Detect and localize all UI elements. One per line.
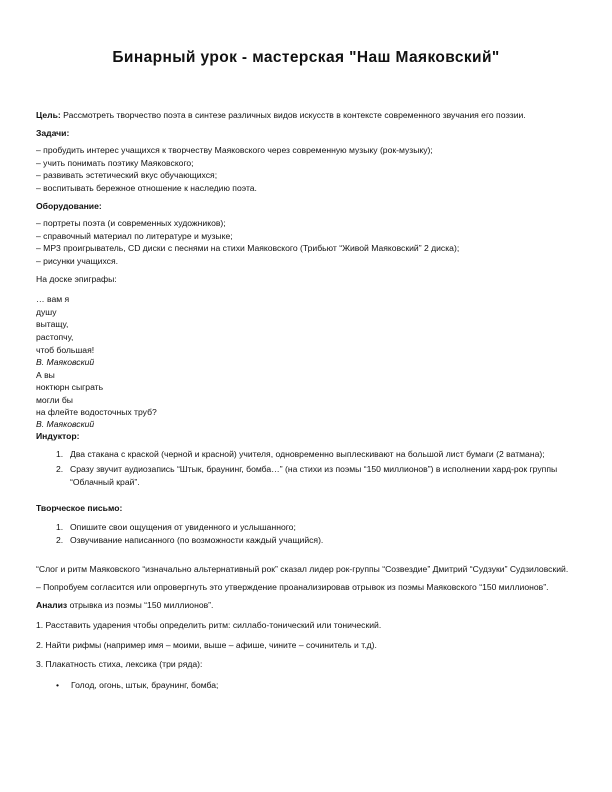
board-heading: На доске эпиграфы: bbox=[36, 273, 117, 284]
equipment-item: – справочный материал по литературе и музыке; bbox=[36, 230, 233, 241]
item-text: Озвучивание написанного (по возможности каждый учащийся). bbox=[70, 534, 324, 545]
analysis-step: 1. Расставить ударения чтобы определить ритм: силлабо-тонический или тонический. bbox=[36, 620, 382, 630]
inductor-item bbox=[36, 448, 576, 461]
analysis-step: 3. Плакатность стиха, лексика (три ряда): bbox=[36, 659, 203, 670]
item-number: 1. bbox=[56, 522, 64, 533]
item-text: Два стакана с краской (черной и красной) учителя, одновременно выплескивают на большой лист бумаги (2 ватмана); bbox=[70, 448, 545, 459]
epigraph-block bbox=[36, 293, 576, 430]
item-text: Опишите свои ощущения от увиденного и услышанного; bbox=[70, 522, 296, 533]
inductor-item bbox=[36, 463, 576, 488]
bullet-list bbox=[36, 679, 576, 692]
creative-item bbox=[36, 534, 576, 547]
task-item: – пробудить интерес учащихся к творчеству Маяковского через современную музыку (рок-музыку); bbox=[36, 145, 433, 156]
goal-label: Цель: bbox=[36, 110, 61, 120]
epigraph-line: растопчу, bbox=[36, 331, 74, 342]
page-title: Бинарный урок - мастерская "Наш Маяковский" bbox=[112, 49, 500, 66]
epigraph-line: чтоб большая! bbox=[36, 344, 95, 355]
item-text: Сразу звучит аудиозапись “Штык, браунинг, бомба…” (на стихи из поэмы “150 миллионов”) в исполнении хард-рок группы “Облачный край”. bbox=[70, 464, 558, 487]
epigraph-line: … вам я bbox=[36, 294, 70, 305]
quote-paragraph: “Слог и ритм Маяковского “изначально альтернативный рок” сказал лидер рок-группы “Созвездие” Дмитрий “Судзуки” Судзиловский. bbox=[36, 564, 569, 575]
epigraph-line: ноктюрн сыграть bbox=[36, 382, 104, 393]
epigraph-line: А вы bbox=[36, 369, 55, 380]
epigraph-line: вытащу, bbox=[36, 319, 69, 330]
inductor-heading: Индуктор: bbox=[36, 431, 80, 442]
epigraph-author: В. Маяковский bbox=[36, 357, 95, 368]
bullet-icon: • bbox=[56, 679, 60, 690]
epigraph-author: В. Маяковский bbox=[36, 419, 95, 430]
equipment-list bbox=[36, 217, 576, 267]
epigraph-line: могли бы bbox=[36, 394, 73, 405]
creative-heading: Творческое письмо: bbox=[36, 503, 123, 514]
bullet-item bbox=[36, 679, 576, 692]
creative-item bbox=[36, 521, 576, 534]
goal-text: Рассмотреть творчество поэта в синтезе различных видов искусств в контексте современного звучания его поэзии. bbox=[60, 110, 526, 120]
item-number: 1. bbox=[56, 448, 64, 459]
item-number: 2. bbox=[56, 534, 64, 545]
goal-paragraph bbox=[36, 109, 576, 122]
epigraph-line: на флейте водосточных труб? bbox=[36, 407, 157, 418]
equipment-heading: Оборудование: bbox=[36, 200, 102, 211]
analysis-step: 2. Найти рифмы (например имя – моими, выше – афише, чините – сочинитель и т.д). bbox=[36, 639, 377, 650]
equipment-item: – рисунки учащихся. bbox=[36, 255, 118, 266]
tasks-list bbox=[36, 144, 576, 194]
analysis-label: Анализ bbox=[36, 600, 68, 611]
bullet-text: Голод, огонь, штык, браунинг, бомба; bbox=[71, 679, 219, 690]
inductor-list bbox=[36, 448, 576, 489]
epigraph-line: душу bbox=[36, 306, 57, 317]
document-body bbox=[36, 109, 576, 691]
item-number: 2. bbox=[56, 464, 64, 475]
task-item: – воспитывать бережное отношение к наследию поэта. bbox=[36, 182, 257, 193]
task-item: – учить понимать поэтику Маяковского; bbox=[36, 157, 194, 168]
equipment-item: – MP3 проигрыватель, CD диски с песнями на стихи Маяковского (Трибьют “Живой Маяковский” 2 диска); bbox=[36, 243, 460, 254]
analysis-text: отрывка из поэмы “150 миллионов”. bbox=[67, 600, 214, 611]
equipment-item: – портреты поэта (и современных художников); bbox=[36, 218, 226, 229]
tasks-heading: Задачи: bbox=[36, 127, 70, 138]
analysis-paragraph bbox=[36, 599, 576, 612]
creative-list bbox=[36, 521, 576, 546]
task-item: – развивать эстетический вкус обучающихся; bbox=[36, 170, 218, 181]
attempt-paragraph: – Попробуем согласится или опровергнуть это утверждение проанализировав отрывок из поэмы Маяковского “150 миллионов”. bbox=[36, 581, 549, 592]
